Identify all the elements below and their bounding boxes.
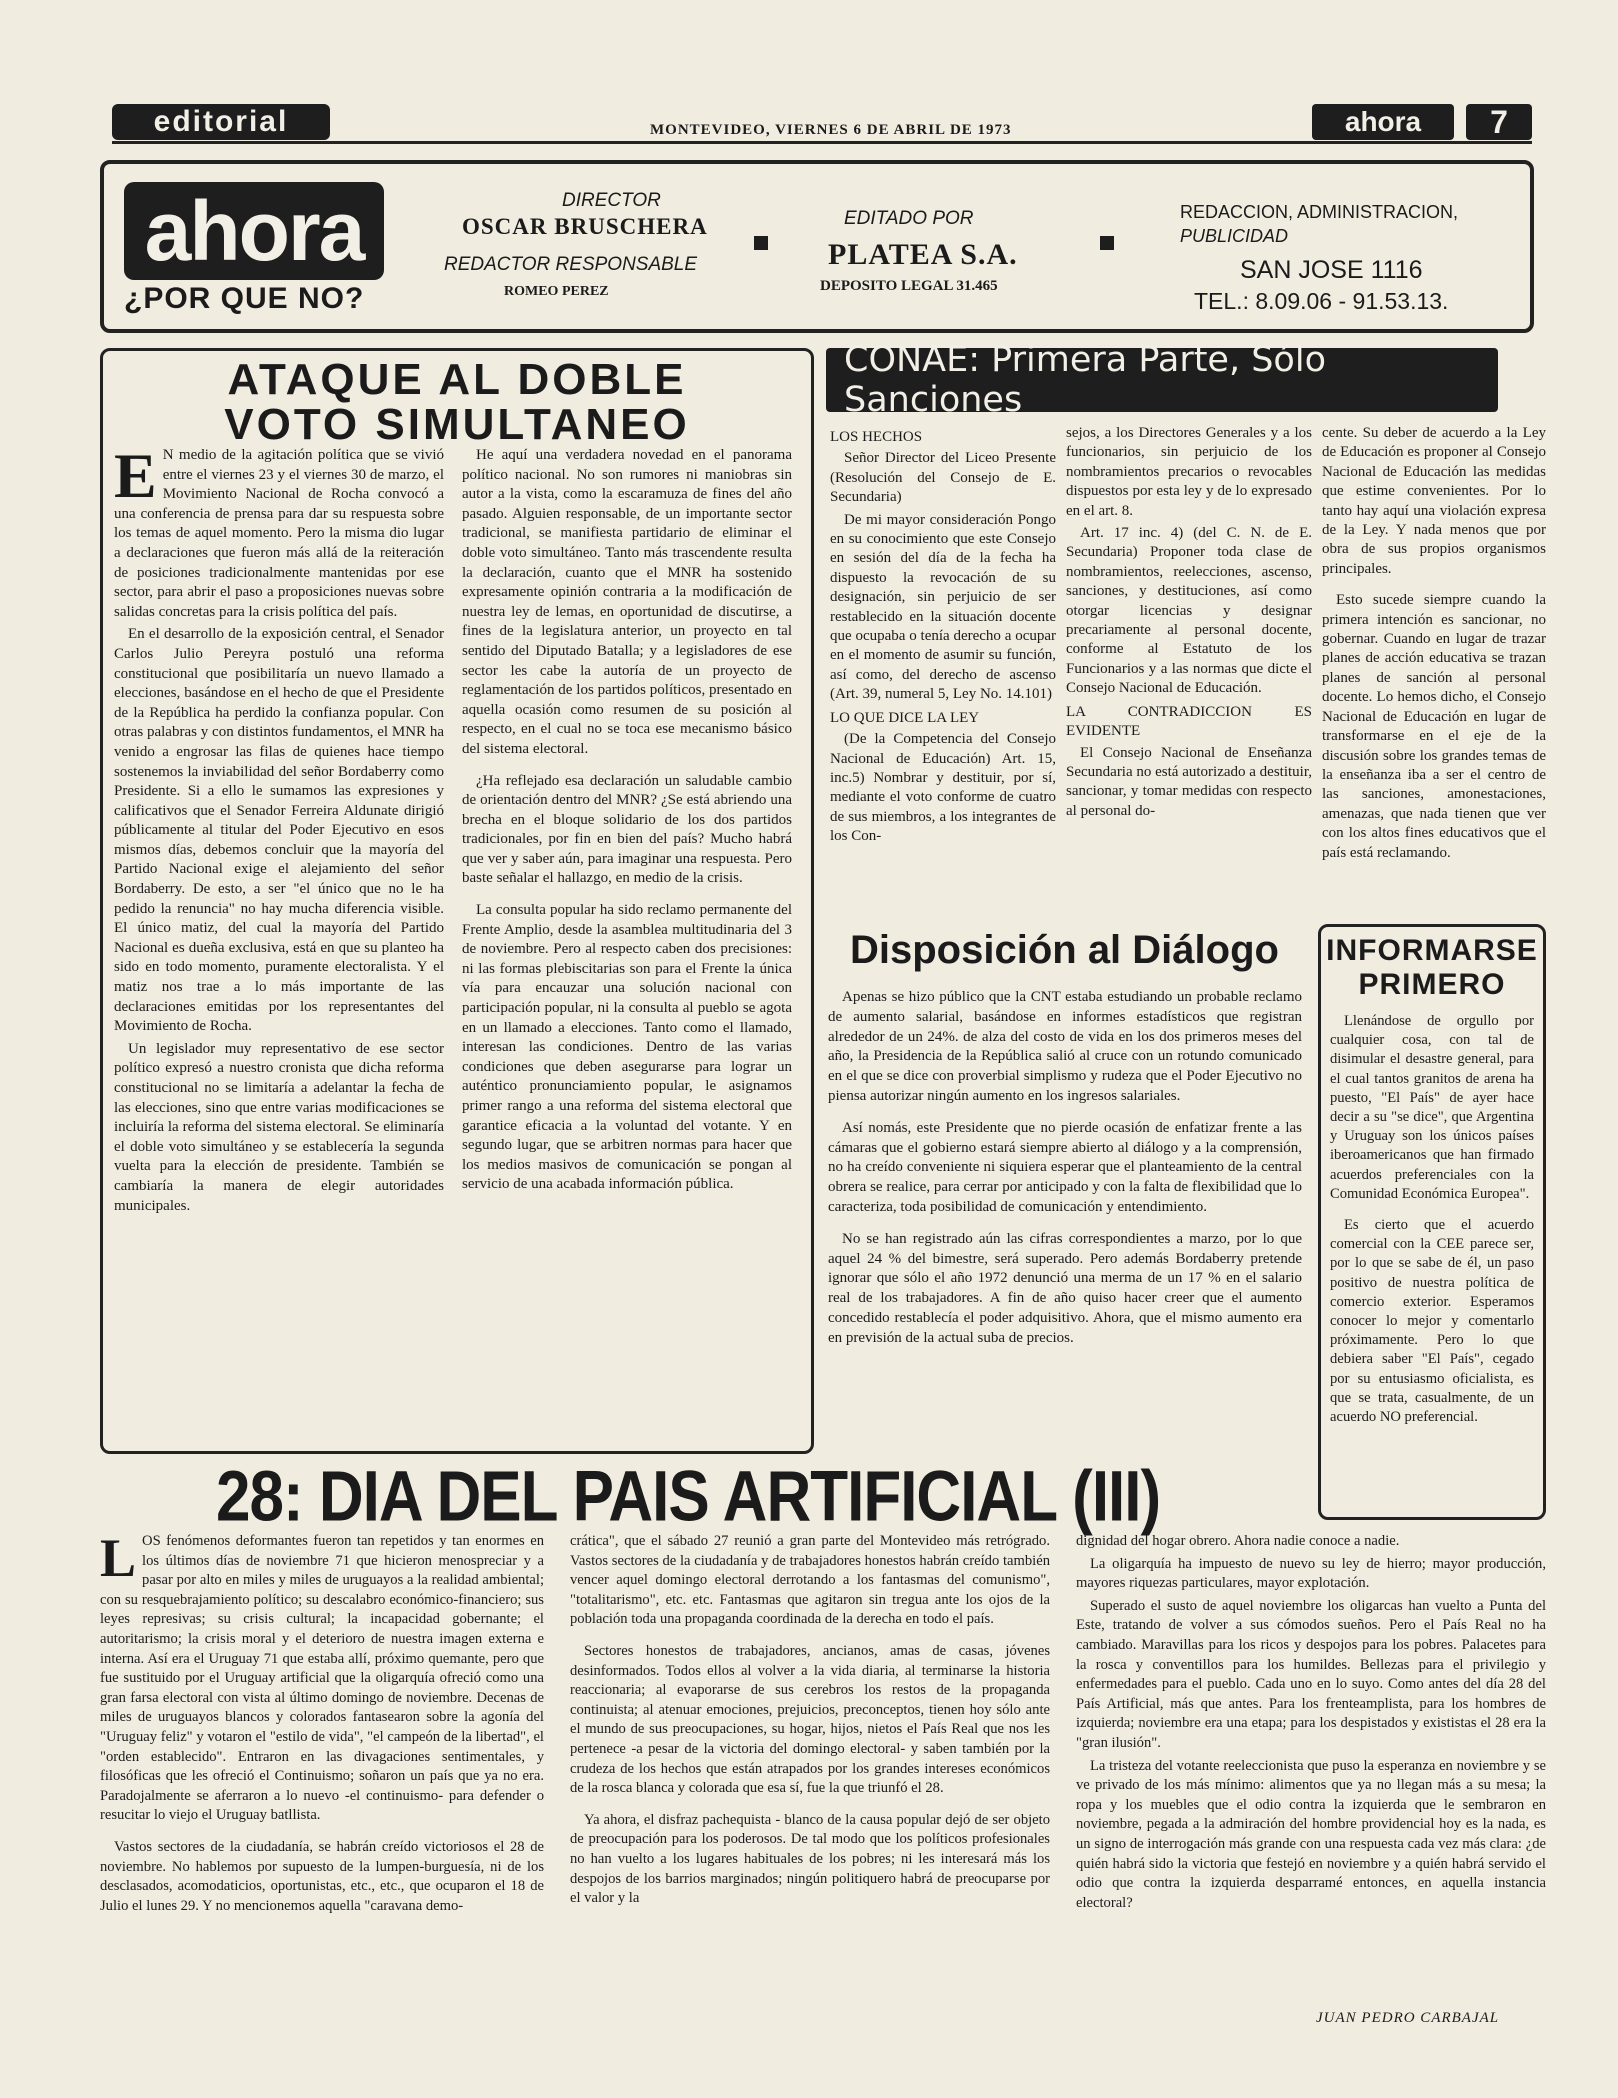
dateline: MONTEVIDEO, VIERNES 6 DE ABRIL DE 1973 — [650, 122, 1012, 138]
paragraph: Art. 17 inc. 4) (del C. N. de E. Secundaria) Proponer toda clase de nombramientos, reelecciones, ascenso, sanciones, y destituciones, así como otorgar licencias y designar precariamente al personal docente, conforme al Estatuto de los Funcionarios y a las normas que dicte el Consejo Nacional de Educación. — [1066, 525, 1312, 697]
paragraph: dignidad del hogar obrero. Ahora nadie conoce a nadie. — [1076, 1533, 1400, 1549]
paragraph: OS fenómenos deformantes fueron tan repetidos y tan enormes en los últimos días de noviembre 71 que hicieron menospreciar y a pasar por alto en miles y miles de uruguayos a la realidad ambiental; con su resquebrajamiento político; su descalabro económico-financiero; sus leyes represivas; su crisis cultural; la incapacidad gobernante; el autoritarismo; la crisis moral y el deterioro de nuestra imagen externa e interna. Así era el Uruguay 71 que estaba allí, próximo quemante, pero que fue sustituido por el Uruguay artificial que la oligarquía ofreció como una gran farsa electoral con vista al último domingo de noviembre. Decenas de miles de uruguayos blancos y colorados fantasearon sobre la agonía del "Uruguay feliz" y votaron el "estilo de vida", "el campeón de la libertad", el "orden establecido". Entraron en las divagaciones sentimentales, y filosóficas que les ofreció el Continuismo; soñaron un país que ya no era. Paradojalmente se aferraron a lo nuevo -el continuismo- para defender o resucitar lo viejo el Uruguay batllista. — [100, 1533, 544, 1824]
editado-label: EDITADO POR — [844, 208, 974, 229]
article28-title: 28: DIA DEL PAIS ARTIFICIAL (III) — [216, 1457, 1161, 1537]
masthead-bullet-right — [1100, 236, 1114, 250]
paragraph: Señor Director del Liceo Presente (Resolución del Consejo de E. Secundaria) — [830, 450, 1056, 506]
masthead-box — [100, 160, 1534, 333]
paragraph: Superado el susto de aquel noviembre los oligarcas han vuelto a Punta del Este, tratando de volver a sus cómodos sueños. Pero el País Real no ha cambiado. Maravillas para los ricos y despojos para los pobres. Palacetes para la rosca y conventillos para los humildes. Bellezas para el privilegio y enfermedades para el pueblo. Cada uno en lo suyo. Como antes del día 28 del País Artificial, más que antes. Para los frenteamplista, para los hombres de izquierda; noviembre era una etapa; para los despistados y exististas el 28 era la "gran ilusión". — [1076, 1597, 1546, 1751]
dialogo-title: Disposición al Diálogo — [850, 928, 1279, 972]
article1-column-2 — [462, 446, 792, 1198]
informarse-title-line2: PRIMERO — [1358, 968, 1506, 1001]
paragraph: cente. Su deber de acuerdo a la Ley de Educación es proponer al Consejo Nacional de Educación las medidas que estime convenientes. Por lo tanto hay aquí una violación expresa de la Ley. Y nada menos que por obra de sus propios organismos principales. — [1322, 425, 1546, 577]
page-number: 7 — [1466, 104, 1532, 140]
paragraph: La tristeza del votante reeleccionista que puso la esperanza en noviembre y se ve privado de los más mínimo: alimentos que ya no llegan más a su mesa; la ropa y los muebles que el odio contra la izquierda que le sembraron en noviembre, pegada a la admiración del hombre providencial hoy es la nada, es un signo de interrogación más grande con una respuesta cada vez más clara: ¿de quién habrá sido la victoria que festejó en noviembre y a quién habrá servido el odio que contra la izquierda desparramé entonces, en aquella instancia electoral? — [1076, 1757, 1546, 1911]
header-rule — [112, 141, 1532, 144]
paragraph: La consulta popular ha sido reclamo permanente del Frente Amplio, desde la asamblea multitudinaria del 3 de noviembre. Pero al respecto caben dos precisiones: ni las formas plebiscitarias son para el Frente la única vía para encauzar una solución nacional con participación popular, ni la consulta al pueblo se agota en un llamado a elecciones. Tanto como el llamado, interesan las condiciones. Dentro de las varias condiciones que deben asegurarse para lograr un auténtico pronunciamiento popular, le asignamos primer rango a una reforma del sistema electoral que garantice eficacia a la voluntad del votante. Y en segundo lugar, que se arbitren normas para hacer que los medios masivos de comunicación se pongan al servicio de una acabada información pública. — [462, 902, 792, 1193]
article28-column-2 — [570, 1532, 1050, 1912]
conae-heading-ley: LO QUE DICE LA LEY — [830, 709, 980, 726]
redaccion-line1: REDACCION, ADMINISTRACION, — [1180, 202, 1459, 222]
paragraph: La oligarquía ha impuesto de nuevo su ley de hierro; mayor producción, mayores riquezas particulares, mayor explotación. — [1076, 1555, 1546, 1592]
conae-title-bar: CONAE: Primera Parte, Sólo Sanciones — [826, 348, 1498, 412]
drop-cap: L — [100, 1528, 137, 1588]
article1-title-line2: VOTO SIMULTANEO — [224, 400, 690, 449]
paragraph: ¿Ha reflejado esa declaración un saludable cambio de orientación dentro del MNR? ¿Se está abriendo una brecha en el bloque solidario de los dos partidos tradicionales, por fin en bien del país? Mucho habrá que ver y saber aún, para imaginar una respuesta. Pero baste señalar el hallazgo, en medio de la crisis. — [462, 772, 792, 887]
paragraph: Apenas se hizo público que la CNT estaba estudiando un probable reclamo de aumento salarial, basándose en informes estadísticos que registran alrededor de un 24%. de alza del costo de vida en los dos primeros meses del año, la Presidencia de la República salió al cruce con un rotundo comunicado en el que se dice con proverbial simplismo y rudeza que el Poder Ejecutivo no piensa autorizar ningún aumento en los ingresos salariales. — [828, 989, 1302, 1104]
paragraph: Así nomás, este Presidente que no pierde ocasión de enfatizar frente a las cámaras que el gobierno estará siempre abierto al diálogo y a la comprensión, no ha creído conveniente ni siquiera esperar que el planteamiento de la central obrera se realice, para cerrar por anticipado y con la falta de flexibilidad que lo caracteriza, toda posibilidad de comunicación y entendimiento. — [828, 1119, 1302, 1215]
paragraph: sejos, a los Directores Generales y a los funcionarios, sin perjuicio de los nombramientos precarios o revocables dispuestos por esta ley y de lo expresado en el art. 8. — [1066, 425, 1312, 519]
paragraph: N medio de la agitación política que se vivió entre el viernes 23 y el viernes 30 de marzo, el Movimiento Nacional de Rocha convocó a una conferencia de prensa para dar su respuesta sobre los temas de aquel momento. Pero la misma dio lugar a declaraciones que fueron más allá de la reiteración de posiciones tradicionalmente mantenidas por ese sector, para abrir el paso a proposiciones nuevas sobre salidas concretas para la crisis política del país. — [114, 447, 444, 620]
conae-heading-contradiccion: LA CONTRADICCION ES EVIDENTE — [1066, 703, 1312, 740]
paragraph: Esto sucede siempre cuando la primera intención es sancionar, no gobernar. Cuando en lugar de trazar planes de acción educativa se trazan planes de sanción al personal docente. Lo hemos dicho, el Consejo Nacional de Educación en lugar de transformarse en el eje de la discusión sobre los grandes temas de la enseñanza iba a ser el centro de las sanciones, amonestaciones, amenazas, que nada tienen que ver con los altos fines educativos que el país está reclamando. — [1322, 592, 1546, 861]
paragraph: En el desarrollo de la exposición central, el Senador Carlos Julio Pereyra postuló una reforma constitucional que posibilitaría un nuevo llamado a elecciones, basándose en el hecho de que el Presidente de la República ha perdido la confianza popular. Con otras palabras y con distintos fundamentos, el MNR ha venido a engrosar las filas de quienes hace tiempo sostenemos la inviabilidad del señor Bordaberry como Presidente. Si a ello le sumamos las expresiones y calificativos que el Senador Ferreira Aldunate dirigió públicamente al titular del Poder Ejecutivo en esos mismos días, debemos concluir que la mayoría del Partido Nacional exige el alejamiento del señor Bordaberry. De esto, a ser "el único que no le ha pedido la renuncia" no hay mucha diferencia visible. El único matiz, del cual la mayoría del Partido Nacional es dueña exclusiva, está en que su planteo ha sido en todo momento, puramente electoralista. Y el matiz nos trae a lo más importante de las declaraciones emitidas por los representantes del Movimiento de Rocha. — [114, 626, 444, 1035]
director-name: OSCAR BRUSCHERA — [462, 214, 708, 239]
paragraph: Es cierto que el acuerdo comercial con la CEE parece ser, por lo que se sabe de él, un paso positivo de nuestra política de comercio exterior. Esperamos conocer lo mejor y comentarlo próximamente. Pero lo que debiera saber "El País", cegado por su entusiasmo oficialista, es que se trata, casualmente, de un acuerdo NO preferencial. — [1330, 1217, 1534, 1426]
section-label: editorial — [112, 104, 330, 140]
informarse-title-line1: INFORMARSE — [1326, 934, 1538, 967]
paragraph: Un legislador muy representativo de ese sector político expresó a nuestro cronista que dicha reforma constitucional no se limitaría a adelantar la fecha de las elecciones, sino que entre varias modificaciones se incluiría la reforma del sistema electoral. Se eliminaría el doble voto simultáneo y se establecería la segunda vuelta para la elección de presidente. También se cambiaría la manera de elegir autoridades municipales. — [114, 1040, 444, 1214]
article1-column-1 — [114, 440, 444, 1219]
deposito-legal: DEPOSITO LEGAL 31.465 — [820, 278, 998, 294]
conae-heading-hechos: LOS HECHOS — [830, 429, 923, 445]
paragraph: Llenándose de orgullo por cualquier cosa, con tal de disimular el desastre general, para el cual tantos granitos de arena ha puesto, "El País" de ayer hace decir a su "se dice", que Argentina y Uruguay son los únicos países iberoamericanos que han firmado acuerdos preferenciales con la Comunidad Económica Europea". — [1330, 1013, 1534, 1202]
paragraph: Ya ahora, el disfraz pachequista - blanco de la causa popular dejó de ser objeto de preocupación para los poderosos. De tal modo que los políticos profesionales no han vuelto a los lugares habituales de los pobres; ni les interesará más los despojos de los barrios marginados; ningún politiquero habrá de preocuparse por el valor y la — [570, 1811, 1050, 1907]
paragraph: No se han registrado aún las cifras correspondientes a marzo, por lo que aquel 24 % del bimestre, será superado. Pero además Bordaberry pretende ignorar que sólo el año 1972 denunció una merma de un 17 % en el salario real de los trabajadores. A fin de año quiso hacer creer que el aumento concedido restablecía el poder adquisitivo. Ahora, que el mismo aumento era en previsión de la actual suba de precios. — [828, 1230, 1302, 1346]
article1-title-line1: ATAQUE AL DOBLE — [227, 355, 687, 404]
drop-cap: E — [114, 440, 157, 511]
conae-column-1 — [830, 424, 1056, 850]
masthead-slogan: ¿POR QUE NO? — [124, 282, 365, 315]
dialogo-body — [828, 988, 1302, 1352]
masthead-bullet-left — [754, 236, 768, 250]
paragraph: El Consejo Nacional de Enseñanza Secundaria no está autorizado a destituir, sancionar, y tomar medidas con respecto al personal do- — [1066, 744, 1312, 819]
paragraph: He aquí una verdadera novedad en el panorama político nacional. No son rumores ni maniobras sin autor a la vista, como la escaramuza de fines del año pasado. Alguien responsable, de un importante sector tradicional, se manifiesta partidario de eliminar el doble voto simultáneo. Tanto más trascendente resulta la declaración, cuanto que el MNR ha sostenido expresamente opinión contraria a la modificación de nuestra ley de lemas, en oportunidad de discutirse, a fines de la legislatura anterior, un proyecto en tal sentido del Diputado Batalla; y a legisladores de ese sector les cabe la autoría de un proyecto de reglamentación de los partidos políticos, presentado en aquella ocasión como resumen de su posición al respecto, en el cual no se toca ese mecanismo básico del sistema electoral. — [462, 447, 792, 757]
paragraph: De mi mayor consideración Pongo en su conocimiento que este Consejo en sesión del día de la fecha ha dispuesto la revocación de su designación, sin perjuicio de ser restablecido en la situación docente que ocupaba o tenía derecho a ocupar en el momento de asumir su función, así como, del derecho de ascenso (Art. 39, numeral 5, Ley No. 14.101) — [830, 511, 1056, 703]
director-label: DIRECTOR — [562, 190, 661, 211]
informarse-body — [1330, 1012, 1534, 1430]
article28-signature: JUAN PEDRO CARBAJAL — [1316, 2010, 1500, 2026]
address: SAN JOSE 1116 — [1240, 256, 1423, 284]
redactor-name: ROMEO PEREZ — [504, 284, 609, 299]
paragraph: Sectores honestos de trabajadores, ancianos, amas de casas, jóvenes desinformados. Todos ellos al volver a la vida diaria, al terminarse la historia reaccionaria; al evaporarse de sus cerebros los restos de la propaganda continuista; al atenuar emociones, prejuicios, preconceptos, tienen hoy sólo ante el mundo de sus preocupaciones, su hogar, hijos, nietos el País Real que nos les pertenece -a pesar de la victoria del domingo electoral- y saben también por la crudeza de los hechos que están atrapados por los grandes intereses económicos de la rosca blanca y colorada que esa sí, fue la que triunfó el 28. — [570, 1642, 1050, 1797]
redaccion-line2: PUBLICIDAD — [1180, 226, 1289, 246]
redactor-label: REDACTOR RESPONSABLE — [444, 254, 698, 275]
editor-name: PLATEA S.A. — [828, 238, 1018, 271]
paragraph: Vastos sectores de la ciudadanía, se habrán creído victoriosos el 28 de noviembre. No hablemos por supuesto de la lumpen-burguesía, ni de los desclasados, acomodaticios, oportunistas, etc., etc., que ocuparon el 18 de Julio el lunes 29. Y no mencionemos aquella "caravana demo- — [100, 1838, 544, 1914]
brand-badge: ahora — [1312, 104, 1454, 140]
paragraph: crática", que el sábado 27 reunió a gran parte del Montevideo más retrógrado. Vastos sectores de la ciudadanía y de trabajadores honestos habrán creído también vencer aquel domingo electoral derrotando a los fantasmas del comunismo", "totalitarismo", etc. etc. Fantasmas que agitaron sin tregua ante los ojos de la población toda una propaganda coordinada de la derecha en todo el país. — [570, 1533, 1050, 1628]
article28-column-3 — [1076, 1532, 1546, 1916]
phones: TEL.: 8.09.06 - 91.53.13. — [1194, 288, 1449, 314]
article28-column-1 — [100, 1528, 544, 1919]
conae-column-2 — [1066, 424, 1312, 824]
masthead-logo: ahora — [124, 182, 384, 280]
paragraph: (De la Competencia del Consejo Nacional de Educación) Art. 15, inc.5) Nombrar y destituir, por sí, mediante el voto conforme de cuatro de sus miembros, a los integrantes de los Con- — [830, 731, 1056, 845]
conae-column-3 — [1322, 424, 1546, 866]
